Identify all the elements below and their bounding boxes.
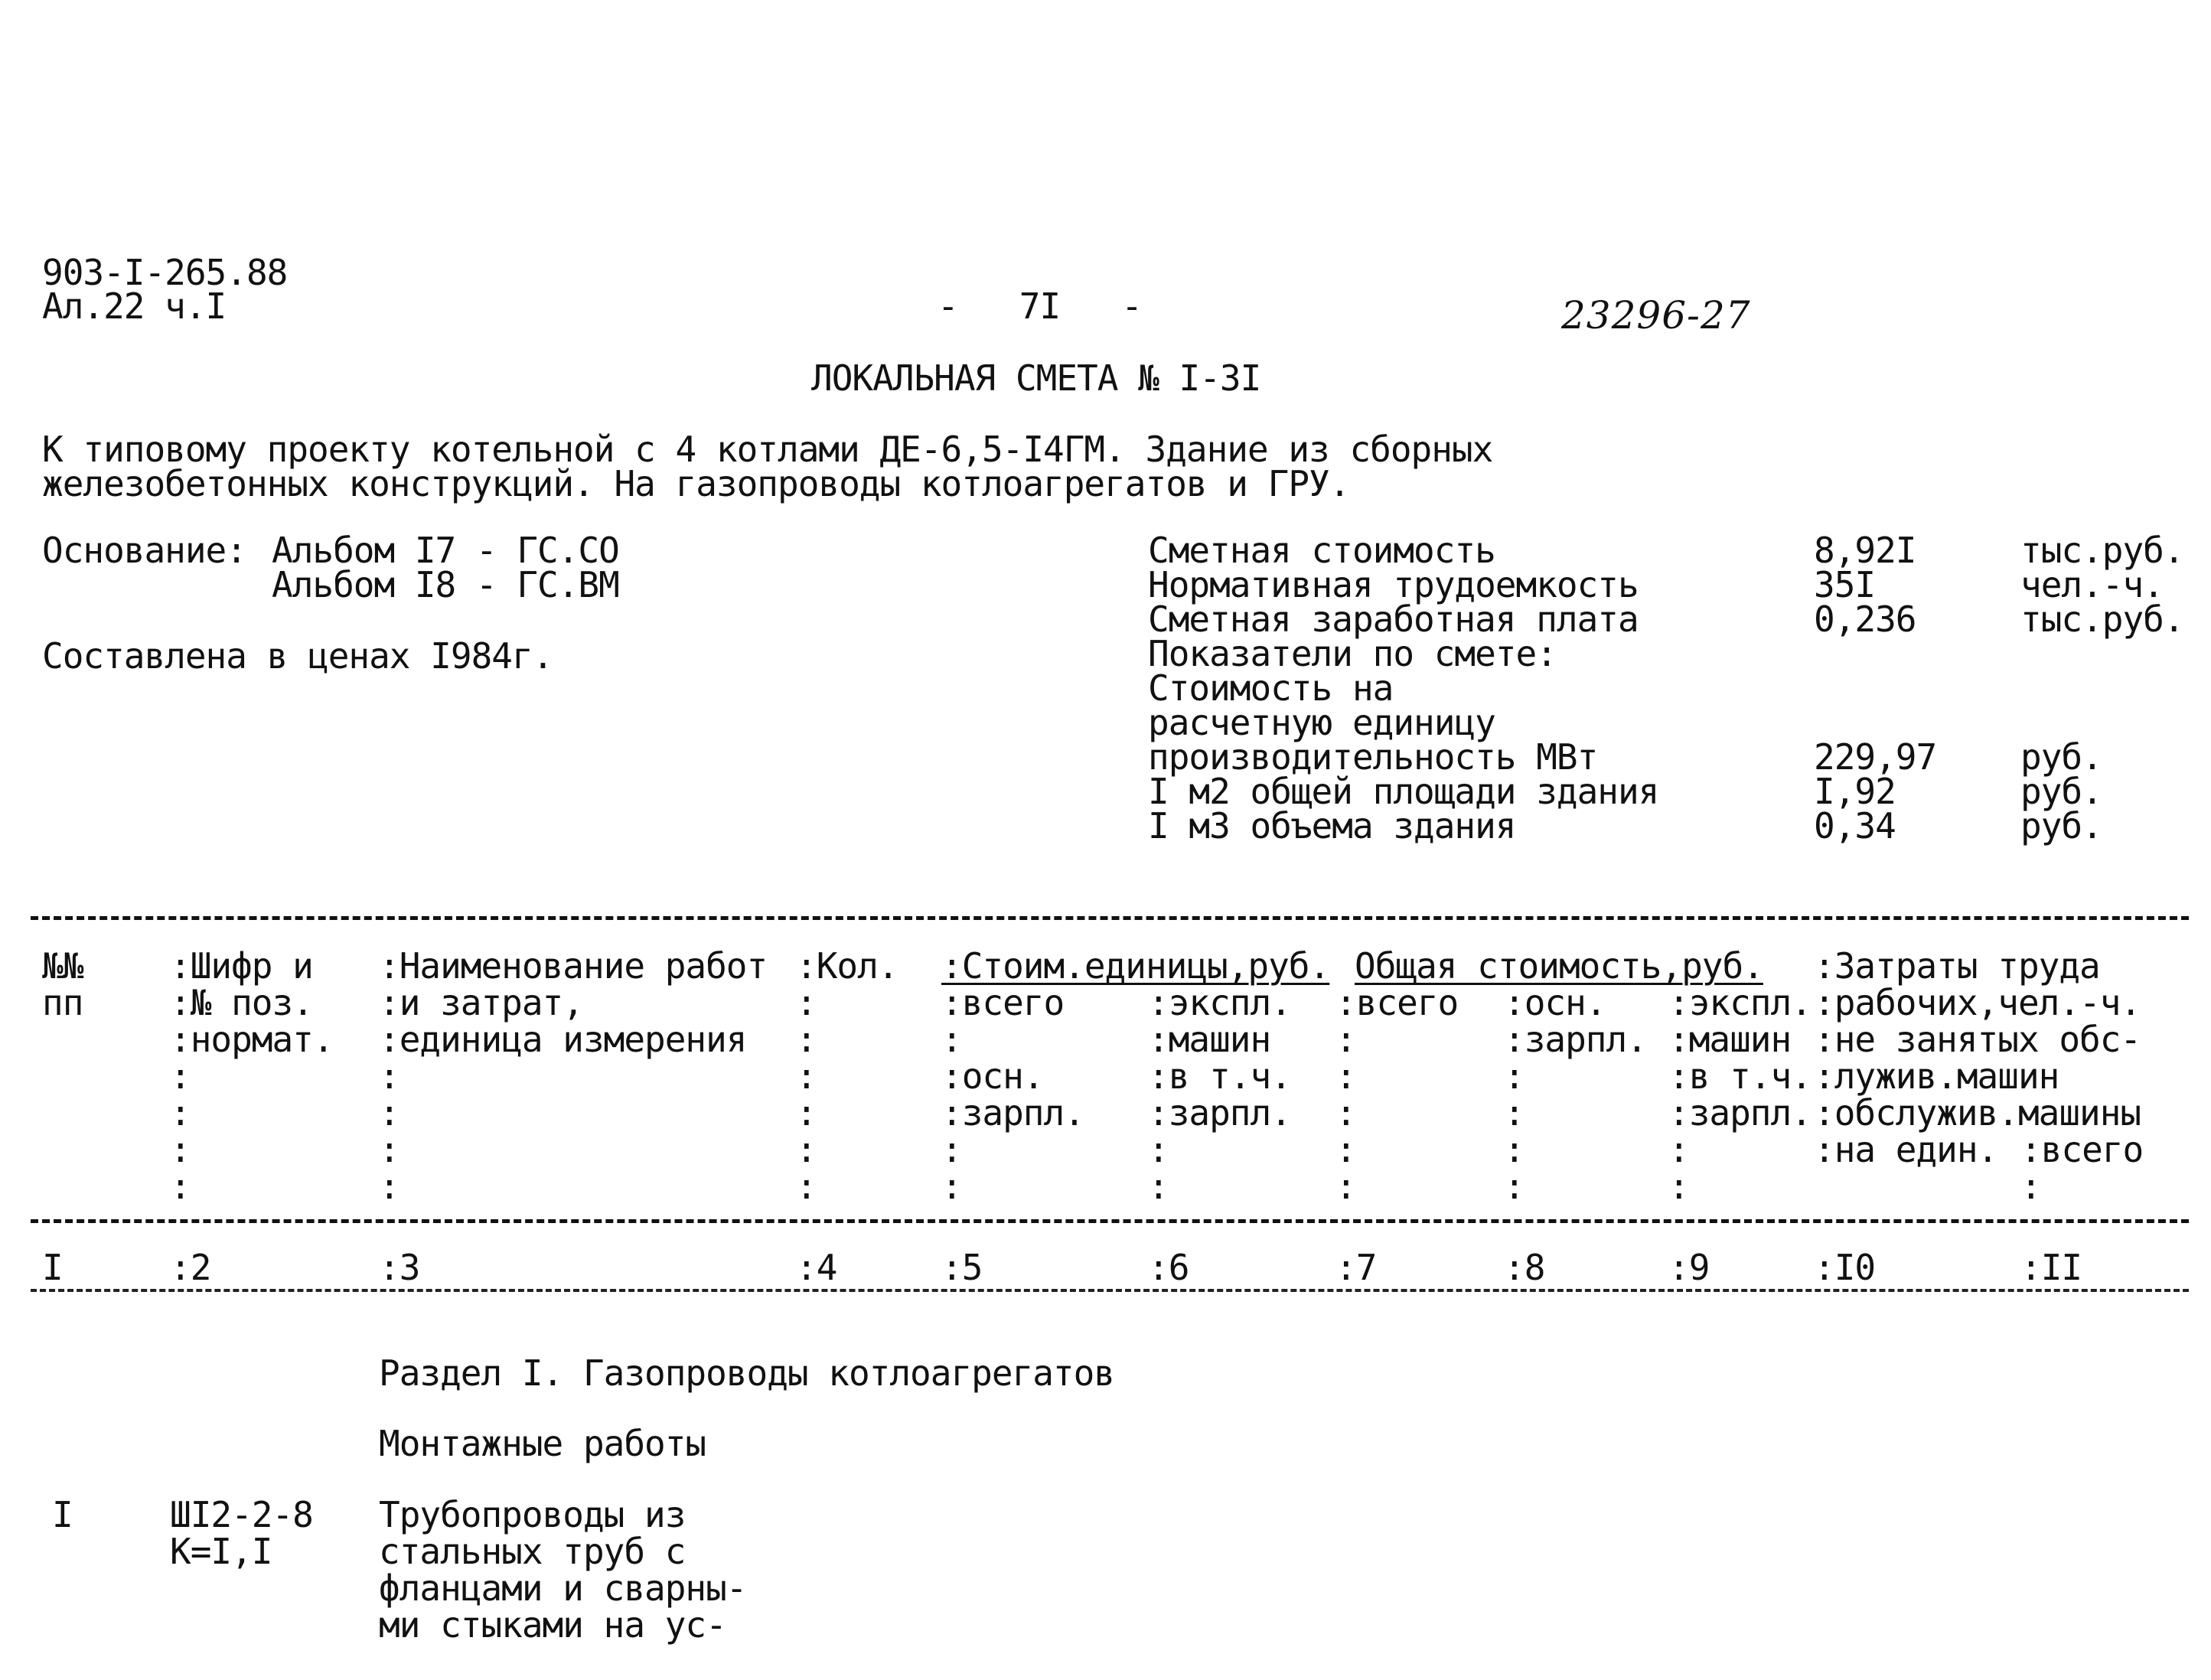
page-title: ЛОКАЛЬНАЯ СМЕТА № I-3I — [811, 357, 1261, 399]
header-col-code: :Шифр и :№ поз. :нормат. : : : : — [170, 945, 334, 1207]
summary-label: Стоимость на — [1148, 667, 1394, 709]
header-col-total: :всего : : : : : — [1335, 982, 1459, 1207]
header-col-machines: :экспл. :машин :в т.ч. :зарпл. : : — [1668, 982, 1812, 1207]
header-col-labor-unit: :рабочих,чел.-ч. :не занятых обс- :лужив.машин :обслужив.машины :на един. — [1814, 982, 2141, 1170]
document-code: 903-I-265.88 — [42, 252, 288, 293]
basis-label: Основание: — [42, 530, 246, 571]
subtitle-line-2: железобетонных конструкций. На газопроводы котлоагрегатов и ГРУ. — [42, 463, 1350, 504]
column-numbers-underline — [31, 1289, 2189, 1292]
summary-label: I м2 общей площади здания — [1148, 771, 1659, 812]
basis-line-1: Альбом I7 - ГС.СО — [272, 530, 619, 571]
column-number: :8 — [1504, 1247, 1545, 1288]
column-number: :7 — [1335, 1247, 1377, 1288]
summary-label: производительность МВт — [1148, 736, 1598, 778]
summary-value: I,92 — [1814, 771, 1896, 812]
header-top-divider — [31, 916, 2189, 920]
header-col-name: :Наименование работ :и затрат, :единица измерения : : : : — [379, 945, 768, 1207]
header-total-cost-group: Общая стоимость,руб. — [1355, 945, 1763, 987]
summary-value: 35I — [1814, 564, 1876, 605]
column-number: :4 — [796, 1247, 837, 1288]
summary-label: Показатели по смете: — [1148, 633, 1557, 674]
column-number: I — [42, 1247, 63, 1288]
row-number: I — [52, 1494, 73, 1535]
row-code: ШI2-2-8 К=I,I — [170, 1494, 313, 1572]
summary-label: Нормативная трудоемкость — [1148, 564, 1639, 605]
summary-value: 229,97 — [1814, 736, 1937, 778]
summary-unit: руб. — [2020, 805, 2102, 847]
summary-label: Сметная заработная плата — [1148, 599, 1639, 640]
column-number: :II — [2020, 1247, 2082, 1288]
section-subtitle: Монтажные работы — [379, 1423, 706, 1464]
row-name: Трубопроводы из стальных труб с фланцами и сварны- ми стыками на ус- — [379, 1494, 747, 1646]
page-number: - 7I - — [938, 285, 1142, 327]
prices-note: Составлена в ценах I984г. — [42, 635, 553, 677]
summary-value: 0,34 — [1814, 805, 1896, 847]
column-number: :5 — [941, 1247, 983, 1288]
summary-unit: тыс.руб. — [2020, 530, 2184, 571]
column-number: :3 — [379, 1247, 420, 1288]
summary-unit: тыс.руб. — [2020, 599, 2184, 640]
header-col-number: №№ пп — [42, 945, 83, 1023]
summary-value: 8,92I — [1814, 530, 1916, 571]
handwritten-number: 23296-27 — [1561, 293, 1751, 338]
header-col-unit-machines: :экспл. :машин :в т.ч. :зарпл. : : — [1148, 982, 1291, 1207]
column-number: :I0 — [1814, 1247, 1876, 1288]
document-sheet: Ал.22 ч.I — [42, 285, 227, 327]
summary-label: I м3 объема здания — [1148, 805, 1516, 847]
column-number: :9 — [1668, 1247, 1710, 1288]
section-title: Раздел I. Газопроводы котлоагрегатов — [379, 1352, 1114, 1394]
summary-label: Сметная стоимость — [1148, 530, 1495, 571]
column-number: :2 — [170, 1247, 211, 1288]
summary-unit: руб. — [2020, 771, 2102, 812]
header-col-labor-total: :всего : — [2020, 1129, 2144, 1207]
header-bottom-divider — [31, 1219, 2189, 1223]
subtitle-line-1: К типовому проекту котельной с 4 котлами ДЕ-6,5-I4ГМ. Здание из сборных — [42, 429, 1493, 470]
column-number: :6 — [1148, 1247, 1189, 1288]
summary-unit: чел.-ч. — [2020, 564, 2164, 605]
summary-label: расчетную единицу — [1148, 702, 1495, 743]
header-col-unit-total: :всего : :осн. :зарпл. : : — [941, 982, 1084, 1207]
header-col-salary: :осн. :зарпл. : : : : — [1504, 982, 1647, 1207]
basis-line-2: Альбом I8 - ГС.ВМ — [272, 564, 619, 605]
summary-value: 0,236 — [1814, 599, 1916, 640]
header-labor-group: :Затраты труда — [1814, 945, 2100, 987]
header-unit-cost-group: :Стоим.единицы,руб. — [941, 945, 1330, 987]
header-col-qty: :Кол. : : : : : : — [796, 945, 898, 1207]
summary-unit: руб. — [2020, 736, 2102, 778]
